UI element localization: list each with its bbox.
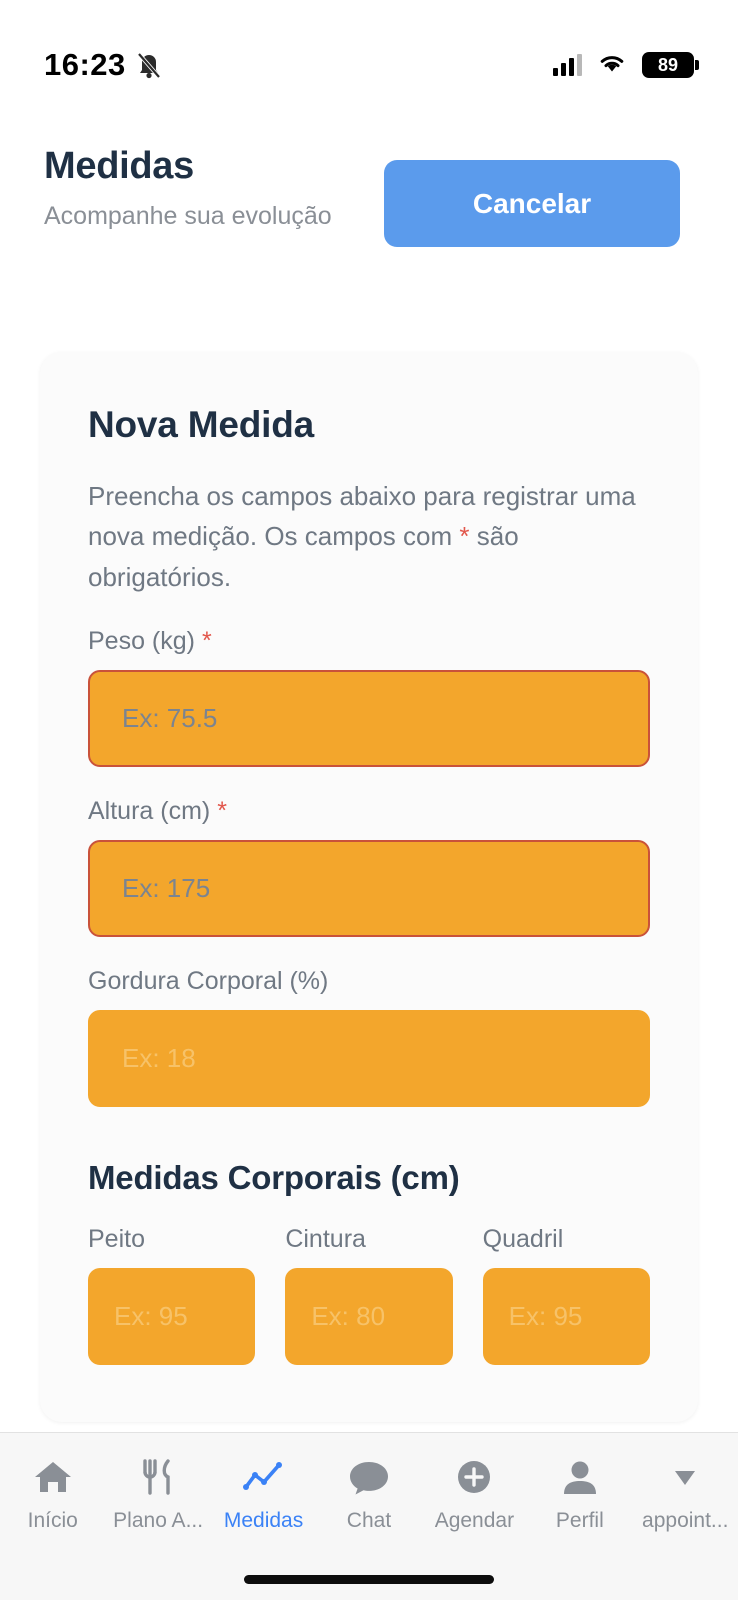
cellular-signal-icon [553,54,582,76]
tab-inicio[interactable] [0,1455,105,1533]
tab-label-perfil: Perfil [555,1509,604,1532]
page-subtitle: Acompanhe sua evolução [44,202,332,230]
tab-label-medidas: Medidas [223,1509,304,1532]
card-description-part1: Preencha os campos abaixo para registrar uma nova medição. Os campos com [88,481,636,552]
field-label-peso-text: Peso (kg) [88,626,202,655]
cancel-button[interactable]: Cancelar [384,160,680,247]
bell-muted-icon [136,50,162,80]
gordura-corporal-input[interactable] [88,1010,650,1107]
new-measurement-card [40,352,698,1422]
chevron-down-icon [667,1455,703,1499]
card-title: Nova Medida [88,404,315,445]
bottom-tab-bar [0,1432,738,1600]
field-peito [88,1225,255,1365]
card-description-part2: são obrigatórios. [88,521,519,592]
field-peso [88,627,650,767]
cutlery-icon [137,1455,179,1499]
tab-appointments[interactable] [633,1455,738,1533]
field-label-gordura: Gordura Corporal (%) [88,966,329,995]
status-bar-right [553,51,694,80]
field-quadril [483,1225,650,1365]
cintura-input[interactable] [285,1268,452,1365]
status-bar-left [44,47,162,83]
field-required-altura: * [217,796,227,825]
field-required-peso: * [201,626,212,655]
field-label-peso [88,627,650,656]
tab-agendar[interactable] [422,1455,527,1533]
chart-line-icon [241,1455,287,1499]
body-measurements-row [88,1225,650,1365]
page-header [0,145,738,285]
tab-perfil[interactable] [527,1455,632,1533]
peso-input[interactable] [88,670,650,767]
section-title-medidas-corporais: Medidas Corporais (cm) [88,1158,460,1196]
field-gordura-corporal [88,967,650,1107]
wifi-icon [596,51,628,80]
page-title: Medidas [44,145,194,187]
peito-input[interactable] [88,1268,255,1365]
tab-medidas[interactable] [211,1455,316,1533]
altura-input[interactable] [88,840,650,937]
field-label-quadril: Quadril [482,1224,564,1253]
tab-label-appointments: appoint... [642,1509,729,1532]
tab-label-plano-alimentar: Plano A... [113,1509,204,1532]
battery-indicator: 89 [642,52,694,78]
plus-circle-icon [453,1455,495,1499]
field-label-peito: Peito [88,1224,145,1253]
tab-chat[interactable] [316,1455,421,1533]
status-time: 16:23 [44,47,126,82]
tab-label-chat: Chat [346,1509,392,1532]
field-label-altura-text: Altura (cm) [88,796,218,825]
field-label-altura [88,797,650,826]
chat-bubble-icon [347,1455,391,1499]
status-bar [0,0,738,100]
person-icon [559,1455,601,1499]
home-icon [32,1455,74,1499]
card-description [88,476,648,597]
field-label-cintura: Cintura [285,1224,366,1253]
tab-plano-alimentar[interactable] [105,1455,210,1533]
tab-label-agendar: Agendar [434,1509,515,1532]
required-asterisk: * [459,521,470,552]
field-altura [88,797,650,937]
tab-label-inicio: Início [27,1509,78,1532]
quadril-input[interactable] [483,1268,650,1365]
field-cintura [285,1225,452,1365]
home-indicator [244,1575,494,1584]
